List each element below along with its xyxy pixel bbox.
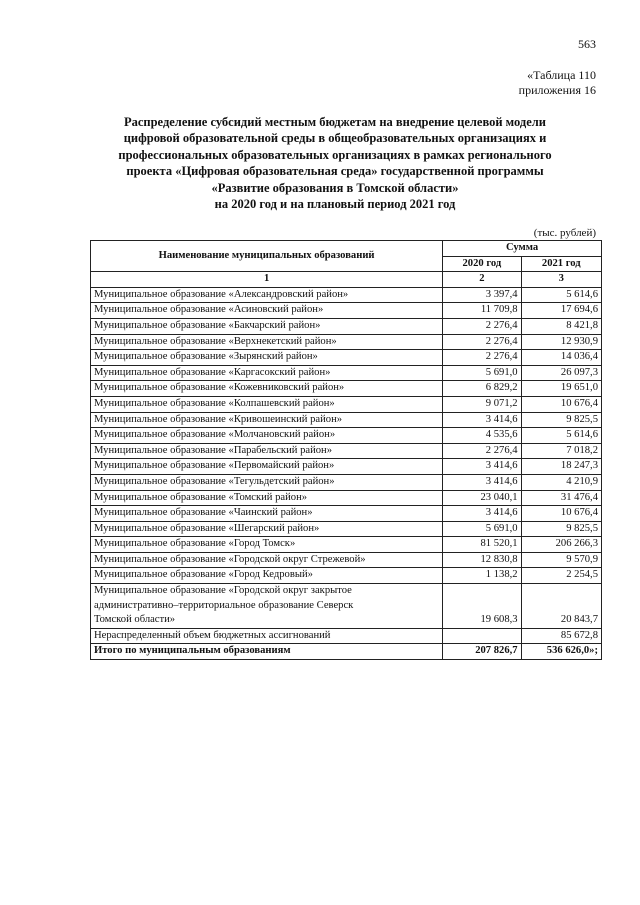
document-heading <box>70 114 600 212</box>
seversk-name-line2: административно–территориальное образование Северск <box>94 599 354 611</box>
table-row-unallocated <box>91 628 602 644</box>
row-name: Муниципальное образование «Томский район» <box>91 490 443 506</box>
row-value-2021: 17 694,6 <box>521 303 601 319</box>
table-row <box>91 365 602 381</box>
row-value-2020 <box>443 628 521 644</box>
row-name: Муниципальное образование «Город Томск» <box>91 537 443 553</box>
table-row <box>91 381 602 397</box>
row-value-2020: 3 414,6 <box>443 412 521 428</box>
heading-line2: цифровой образовательной среды в общеобразовательных организациях и <box>123 131 547 146</box>
row-value-2021: 19 651,0 <box>521 381 601 397</box>
table-row <box>91 334 602 350</box>
row-value-2021: 9 570,9 <box>521 552 601 568</box>
row-value-2020: 2 276,4 <box>443 318 521 334</box>
heading-line1: Распределение субсидий местным бюджетам на внедрение целевой модели <box>123 115 547 129</box>
row-value-2020: 4 535,6 <box>443 428 521 444</box>
row-name: Муниципальное образование «Кривошеинский район» <box>91 412 443 428</box>
row-name: Муниципальное образование «Зырянский район» <box>91 350 443 366</box>
row-value-2021: 18 247,3 <box>521 459 601 475</box>
row-value-2021: 206 266,3 <box>521 537 601 553</box>
row-name: Муниципальное образование «Асиновский район» <box>91 303 443 319</box>
row-value-2020: 3 414,6 <box>443 506 521 522</box>
table-body <box>91 287 602 659</box>
row-value-2020: 2 276,4 <box>443 443 521 459</box>
heading-line6: на 2020 год и на плановый период 2021 год <box>214 197 456 212</box>
header-sum: Сумма <box>443 241 602 257</box>
table-row <box>91 396 602 412</box>
table-row <box>91 521 602 537</box>
row-value-2021: 5 614,6 <box>521 287 601 303</box>
row-name: Муниципальное образование «Шегарский район» <box>91 521 443 537</box>
header-name: Наименование муниципальных образований <box>91 241 443 272</box>
row-value-2020: 3 414,6 <box>443 474 521 490</box>
row-name: Муниципальное образование «Колпашевский район» <box>91 396 443 412</box>
subsidy-table <box>90 240 602 660</box>
column-number-1: 1 <box>91 272 443 288</box>
row-value-2021: 10 676,4 <box>521 506 601 522</box>
row-value-2020: 81 520,1 <box>443 537 521 553</box>
row-name: Муниципальное образование «Кожевниковский район» <box>91 381 443 397</box>
row-value-2021: 14 036,4 <box>521 350 601 366</box>
table-row <box>91 350 602 366</box>
header-2021: 2021 год <box>521 256 601 272</box>
row-name: Муниципальное образование «Чаинский район» <box>91 506 443 522</box>
row-value-2020: 9 071,2 <box>443 396 521 412</box>
row-value-2020: 11 709,8 <box>443 303 521 319</box>
table-row <box>91 443 602 459</box>
row-value-2021: 85 672,8 <box>521 628 601 644</box>
column-number-2: 2 <box>443 272 521 288</box>
table-row-seversk <box>91 584 602 629</box>
row-value-2020: 1 138,2 <box>443 568 521 584</box>
row-value-2020: 3 397,4 <box>443 287 521 303</box>
row-value-2021: 5 614,6 <box>521 428 601 444</box>
row-name: Муниципальное образование «Парабельский район» <box>91 443 443 459</box>
table-row <box>91 412 602 428</box>
appendix-ref-line1: «Таблица 110 <box>527 68 596 82</box>
row-value-2020: 2 276,4 <box>443 350 521 366</box>
table-row <box>91 552 602 568</box>
total-value-2021: 536 626,0»; <box>521 644 601 660</box>
page-number: 563 <box>578 37 596 51</box>
row-name: Муниципальное образование «Бакчарский район» <box>91 318 443 334</box>
appendix-reference <box>519 68 596 98</box>
table-row <box>91 318 602 334</box>
heading-line3: профессиональных образовательных организациях в рамках регионального <box>118 147 552 162</box>
row-value-2021: 31 476,4 <box>521 490 601 506</box>
row-name: Муниципальное образование «Молчановский район» <box>91 428 443 444</box>
row-name: Муниципальное образование «Каргасокский район» <box>91 365 443 381</box>
table-row <box>91 490 602 506</box>
row-name-seversk <box>91 584 443 629</box>
row-name-total: Итого по муниципальным образованиям <box>91 644 443 660</box>
row-value-2021: 9 825,5 <box>521 521 601 537</box>
total-value-2020: 207 826,7 <box>443 644 521 660</box>
row-name-unallocated: Нераспределенный объем бюджетных ассигнований <box>91 628 443 644</box>
row-value-2021: 4 210,9 <box>521 474 601 490</box>
seversk-name-line1: Муниципальное образование «Городской округ закрытое <box>94 585 352 597</box>
row-value-2021: 12 930,9 <box>521 334 601 350</box>
table-row <box>91 303 602 319</box>
row-value-2020: 5 691,0 <box>443 521 521 537</box>
row-value-2021: 7 018,2 <box>521 443 601 459</box>
table-row-total <box>91 644 602 660</box>
table-row <box>91 506 602 522</box>
row-name: Муниципальное образование «Городской округ Стрежевой» <box>91 552 443 568</box>
row-value-2021: 9 825,5 <box>521 412 601 428</box>
row-value-2020: 3 414,6 <box>443 459 521 475</box>
row-value-2020: 12 830,8 <box>443 552 521 568</box>
row-name: Муниципальное образование «Тегульдетский район» <box>91 474 443 490</box>
row-value-2020: 2 276,4 <box>443 334 521 350</box>
row-name: Муниципальное образование «Верхнекетский район» <box>91 334 443 350</box>
row-value-2021: 2 254,5 <box>521 568 601 584</box>
heading-line4: проекта «Цифровая образовательная среда» государственной программы <box>126 164 544 179</box>
table-row <box>91 287 602 303</box>
row-value-2020: 23 040,1 <box>443 490 521 506</box>
row-value-2020: 5 691,0 <box>443 365 521 381</box>
row-value-2020: 19 608,3 <box>443 584 521 629</box>
table-row <box>91 459 602 475</box>
row-value-2020: 6 829,2 <box>443 381 521 397</box>
table-row <box>91 568 602 584</box>
heading-line5: «Развитие образования в Томской области» <box>211 180 459 195</box>
row-value-2021: 20 843,7 <box>521 584 601 629</box>
header-2020: 2020 год <box>443 256 521 272</box>
column-number-3: 3 <box>521 272 601 288</box>
row-name: Муниципальное образование «Город Кедровый» <box>91 568 443 584</box>
table-row <box>91 474 602 490</box>
appendix-ref-line2: приложения 16 <box>518 83 596 97</box>
table-row <box>91 537 602 553</box>
row-value-2021: 8 421,8 <box>521 318 601 334</box>
table-row <box>91 428 602 444</box>
row-name: Муниципальное образование «Александровский район» <box>91 287 443 303</box>
row-value-2021: 26 097,3 <box>521 365 601 381</box>
units-note: (тыс. рублей) <box>533 227 596 239</box>
seversk-name-line3: Томской области» <box>94 614 176 626</box>
row-name: Муниципальное образование «Первомайский район» <box>91 459 443 475</box>
row-value-2021: 10 676,4 <box>521 396 601 412</box>
